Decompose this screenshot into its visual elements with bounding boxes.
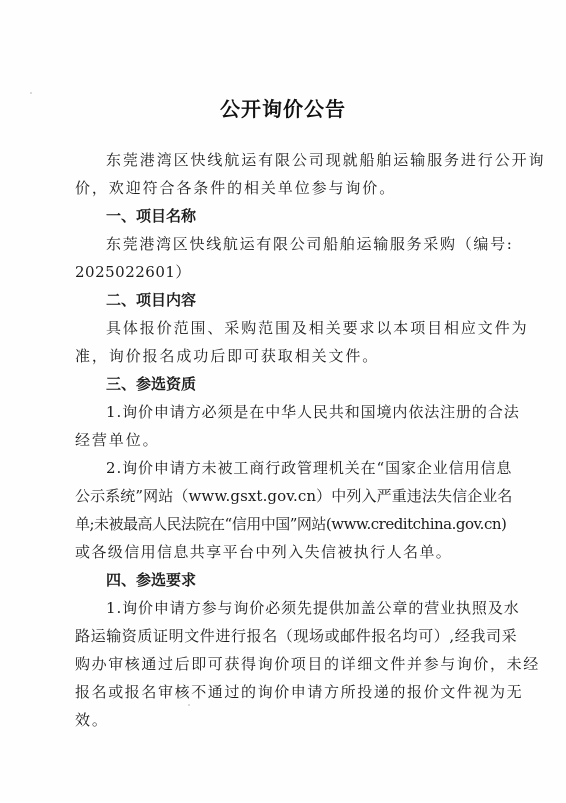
section-1-line-1: 东莞港湾区快线航运有限公司船舶运输服务采购（编号: xyxy=(106,235,514,253)
section-4-item-1-line-2: 路运输资质证明文件进行报名（现场或邮件报名均可）,经我司采 xyxy=(75,627,518,645)
section-heading-3: 三、参选资质 xyxy=(106,375,197,393)
section-2-line-1: 具体报价范围、采购范围及相关要求以本项目相应文件为 xyxy=(106,319,529,337)
section-3-item-1-line-1: 1.询价申请方必须是在中华人民共和国境内依法注册的合法 xyxy=(106,403,520,421)
section-4-item-1-line-1: 1.询价申请方参与询价必须先提供加盖公章的营业执照及水 xyxy=(106,599,520,617)
section-heading-4: 四、参选要求 xyxy=(106,571,197,589)
section-3-item-2-line-3: 单;未被最高人民法院在“信用中国”网站(www.creditchina.gov.cn) xyxy=(75,515,507,533)
section-4-item-1-line-3: 购办审核通过后即可获得询价项目的详细文件并参与询价，未经 xyxy=(75,655,540,673)
section-heading-2: 二、项目内容 xyxy=(106,291,197,309)
intro-line-2: 价，欢迎符合各条件的相关单位参与询价。 xyxy=(75,179,397,197)
section-3-item-1-line-2: 经营单位。 xyxy=(75,431,160,449)
document-title: 公开询价公告 xyxy=(220,97,346,121)
section-3-item-2-line-4: 或各级信用信息共享平台中列入失信被执行人名单。 xyxy=(75,543,453,561)
section-heading-1: 一、项目名称 xyxy=(106,207,197,225)
section-4-item-1-line-4: 报名或报名审核不通过的询价申请方所投递的报价文件视为无 xyxy=(75,683,524,701)
intro-line-1: 东莞港湾区快线航运有限公司现就船舶运输服务进行公开询 xyxy=(106,151,546,169)
section-3-item-2-line-1: 2.询价申请方未被工商行政管理机关在“国家企业信用信息 xyxy=(106,459,513,477)
section-3-item-2-line-2: 公示系统”网站（www.gsxt.gov.cn）中列入严重违法失信企业名 xyxy=(75,487,513,505)
scan-speck xyxy=(188,704,190,706)
section-4-item-1-line-5: 效。 xyxy=(75,711,109,729)
scan-speck xyxy=(30,92,32,94)
section-2-line-2: 准，询价报名成功后即可获取相关文件。 xyxy=(75,347,380,365)
section-1-line-2: 2025022601） xyxy=(75,263,191,281)
